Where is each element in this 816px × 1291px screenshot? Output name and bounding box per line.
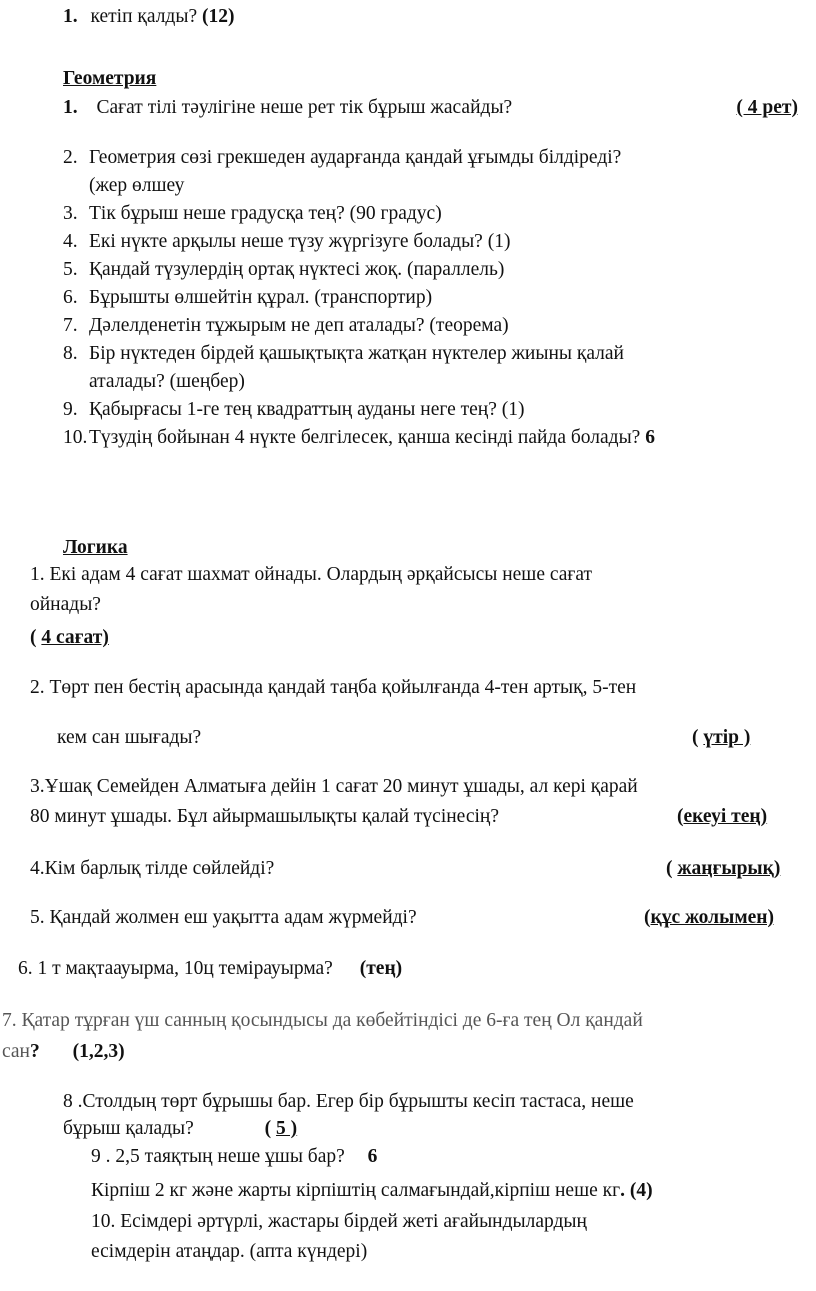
- item-text: Сағат тілі тәулігіне неше рет тік бұрыш жасайды?: [96, 97, 513, 118]
- top-line: [63, 6, 234, 28]
- logic-q5: 5. Қандай жолмен еш уақытта адам жүрмейді?: [30, 907, 417, 928]
- logic-q7-line1: 7. Қатар тұрған үш санның қосындысы да көбейтіндісі де 6-ға тең Ол қандай: [2, 1010, 643, 1031]
- geometry-item-2: 2. Геометрия сөзі грекшеден аударғанда қандай ұғымды білдіреді?: [63, 147, 622, 168]
- logic-q2-line2: кем сан шығады?: [57, 727, 202, 748]
- geometry-item-6: 6. Бұрышты өлшейтін құрал. (транспортир): [63, 287, 433, 308]
- geometry-item-7: 7. Дәлелденетін тұжырым не деп аталады? (теорема): [63, 315, 509, 336]
- geometry-item-8-cont: аталады? (шеңбер): [89, 371, 245, 392]
- geometry-heading: Геометрия: [63, 68, 157, 89]
- geometry-item-1: [63, 97, 798, 119]
- top-text: кетіп қалды?: [90, 6, 198, 27]
- logic-q1-line1: 1. Екі адам 4 сағат шахмат ойнады. Олардың әрқайсысы неше сағат: [30, 564, 593, 585]
- logic-q3-line1: 3.Ұшақ Семейден Алматыға дейін 1 сағат 20 минут ұшады, ал кері қарай: [30, 776, 638, 797]
- logic-q11-line2: есімдерін атаңдар. (апта күндері): [91, 1241, 368, 1262]
- geometry-item-2-cont: (жер өлшеу: [89, 175, 185, 196]
- logic-heading: Логика: [63, 537, 128, 558]
- logic-q1-line2: ойнады?: [30, 594, 101, 615]
- item-answer: 6: [645, 427, 655, 448]
- logic-q10: Кірпіш 2 кг және жарты кірпіштің салмағындай,кірпіш неше кг. (4): [91, 1180, 653, 1201]
- item-answer: ( 4 рет): [736, 97, 798, 118]
- logic-q11-line1: 10. Есімдері әртүрлі, жастары бірдей жеті ағайындылардың: [91, 1211, 587, 1232]
- logic-q6: 6. 1 т мақтаауырма, 10ц темірауырма? (тең): [18, 958, 403, 979]
- geometry-item-3: 3. Тік бұрыш неше градусқа тең? (90 градус): [63, 203, 442, 224]
- geometry-item-4: 4. Екі нүкте арқылы неше түзу жүргізуге болады? (1): [63, 231, 511, 252]
- logic-q1-answer: ( 4 сағат): [30, 627, 109, 648]
- geometry-item-10: 10.Түзудің бойынан 4 нүкте белгілесек, қанша кесінді пайда болады? 6: [63, 427, 655, 448]
- geometry-item-9: 9. Қабырғасы 1-ге тең квадраттың ауданы неге тең? (1): [63, 399, 525, 420]
- logic-q9: 9 . 2,5 таяқтың неше ұшы бар? 6: [91, 1146, 378, 1167]
- top-answer: (12): [201, 6, 235, 27]
- item-num: 1.: [63, 97, 78, 118]
- logic-q2-answer: ( үтір ): [692, 727, 751, 748]
- logic-q3-answer: (екеуі тең): [677, 806, 768, 827]
- logic-q7-line2: сан? (1,2,3): [2, 1041, 125, 1062]
- logic-q4-answer: ( жаңғырық): [666, 858, 781, 879]
- logic-q5-answer: (құс жолымен): [644, 907, 774, 928]
- geometry-item-5: 5. Қандай түзулердің ортақ нүктесі жоқ. (параллель): [63, 259, 505, 280]
- logic-q8-line2: бұрыш қалады? ( 5 ): [63, 1118, 298, 1139]
- logic-q8-line1: 8 .Столдың төрт бұрышы бар. Егер бір бұрышты кесіп тастаса, неше: [63, 1091, 634, 1112]
- logic-q3-line2: 80 минут ұшады. Бұл айырмашылықты қалай түсінесің?: [30, 806, 499, 827]
- logic-q4: 4.Кім барлық тілде сөйлейді?: [30, 858, 275, 879]
- logic-q2-line1: 2. Төрт пен бестің арасында қандай таңба қойылғанда 4-тен артық, 5-тен: [30, 677, 637, 698]
- top-num: 1.: [63, 6, 78, 27]
- geometry-item-8: 8. Бір нүктеден бірдей қашықтықта жатқан нүктелер жиыны қалай: [63, 343, 624, 364]
